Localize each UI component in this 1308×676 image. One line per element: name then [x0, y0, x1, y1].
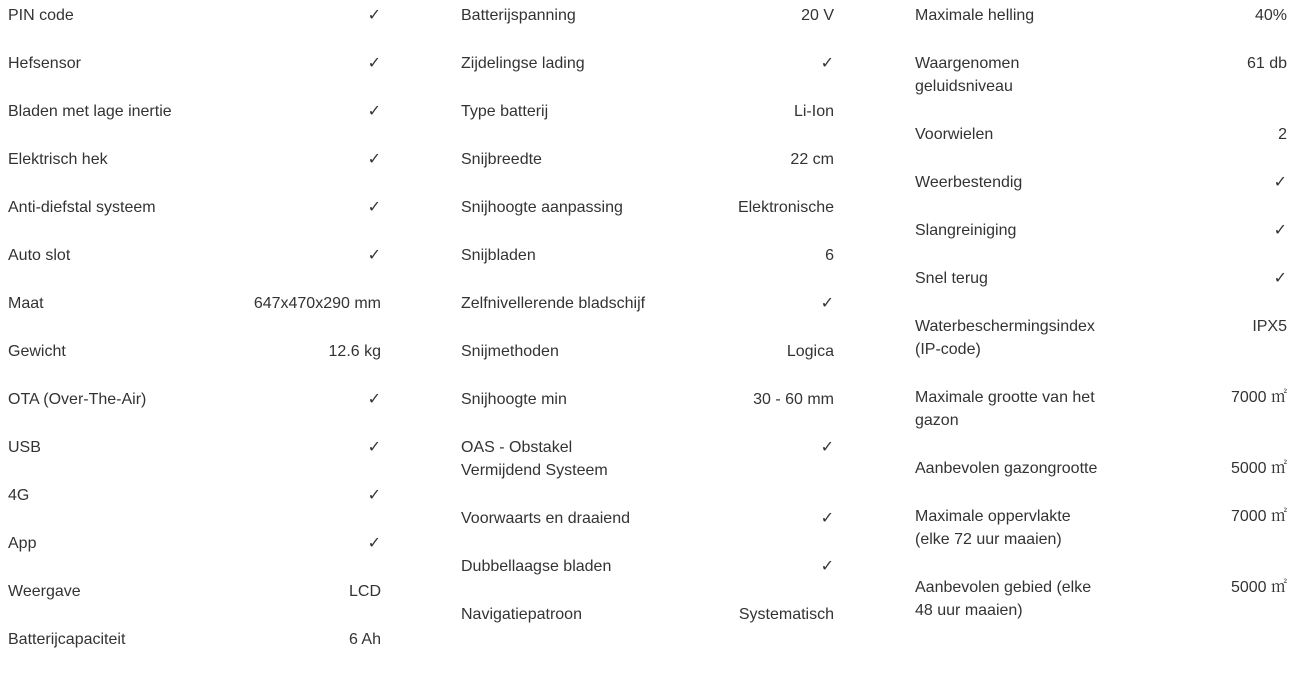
spec-label: Gewicht — [8, 343, 66, 360]
spec-row — [915, 123, 1287, 171]
spec-value: 6 Ah — [348, 631, 381, 648]
spec-label: Anti-diefstal systeem — [8, 199, 156, 216]
spec-value: 647x470x290 mm — [253, 295, 381, 312]
spec-label: Type batterij — [461, 103, 549, 120]
spec-label: Weerbestendig — [915, 174, 1023, 191]
spec-column-1 — [0, 4, 454, 676]
spec-row — [915, 267, 1287, 315]
spec-label: Auto slot — [8, 247, 71, 264]
spec-row — [8, 340, 381, 388]
spec-row — [8, 436, 381, 484]
checkmark-icon: ✓ — [367, 439, 381, 456]
spec-row — [461, 507, 834, 555]
spec-column-2 — [454, 4, 908, 676]
spec-label: Maximale helling — [915, 7, 1035, 24]
checkmark-icon: ✓ — [1273, 270, 1287, 287]
spec-row — [461, 603, 834, 651]
spec-row — [915, 219, 1287, 267]
spec-label: Snijbladen — [461, 247, 536, 264]
spec-row — [915, 386, 1287, 457]
spec-row — [8, 388, 381, 436]
spec-label: OTA (Over-The-Air) — [8, 391, 147, 408]
checkmark-icon: ✓ — [820, 55, 834, 72]
spec-value: 5000 ㎡ — [1230, 579, 1287, 596]
spec-row — [461, 100, 834, 148]
checkmark-icon: ✓ — [820, 558, 834, 575]
spec-row — [915, 315, 1287, 386]
spec-label: Weergave — [8, 583, 81, 600]
spec-value: 5000 ㎡ — [1230, 460, 1287, 477]
spec-row — [461, 52, 834, 100]
spec-label: Elektrisch hek — [8, 151, 108, 168]
spec-label: Zelfnivellerende bladschijf — [461, 295, 646, 312]
checkmark-icon: ✓ — [1273, 174, 1287, 191]
checkmark-icon: ✓ — [820, 295, 834, 312]
spec-row — [8, 52, 381, 100]
spec-row — [461, 244, 834, 292]
spec-label: Maximale oppervlakte (elke 72 uur maaien) — [915, 508, 1071, 548]
spec-label: 4G — [8, 487, 30, 504]
spec-label: Snijmethoden — [461, 343, 559, 360]
spec-label: App — [8, 535, 37, 552]
spec-row — [8, 4, 381, 52]
spec-column-3 — [908, 4, 1308, 676]
checkmark-icon: ✓ — [367, 7, 381, 24]
spec-label: Maat — [8, 295, 44, 312]
spec-label: Voorwielen — [915, 126, 994, 143]
spec-label: USB — [8, 439, 41, 456]
spec-value: Elektronische — [737, 199, 834, 216]
spec-row — [8, 484, 381, 532]
spec-row — [461, 148, 834, 196]
spec-label: OAS - Obstakel Vermijdend Systeem — [461, 439, 608, 479]
spec-row — [915, 171, 1287, 219]
checkmark-icon: ✓ — [820, 510, 834, 527]
checkmark-icon: ✓ — [820, 439, 834, 456]
checkmark-icon: ✓ — [367, 391, 381, 408]
spec-row — [461, 388, 834, 436]
spec-row — [461, 4, 834, 52]
spec-value: Li-Ion — [793, 103, 834, 120]
spec-label: Snel terug — [915, 270, 988, 287]
spec-row — [915, 4, 1287, 52]
spec-row — [8, 628, 381, 676]
spec-value: 12.6 kg — [328, 343, 381, 360]
spec-value: 7000 ㎡ — [1230, 389, 1287, 406]
spec-row — [461, 340, 834, 388]
spec-value: Logica — [786, 343, 834, 360]
spec-label: Navigatiepatroon — [461, 606, 582, 623]
spec-label: Bladen met lage inertie — [8, 103, 172, 120]
spec-row — [8, 196, 381, 244]
spec-label: Batterijspanning — [461, 7, 576, 24]
spec-label: Slangreiniging — [915, 222, 1017, 239]
spec-value: 61 db — [1246, 55, 1287, 72]
spec-row — [915, 457, 1287, 505]
spec-value: 2 — [1278, 126, 1287, 143]
spec-row — [8, 244, 381, 292]
spec-label: Snijbreedte — [461, 151, 542, 168]
spec-value: 40% — [1254, 7, 1287, 24]
spec-value: 30 - 60 mm — [753, 391, 834, 408]
spec-label: Maximale grootte van het gazon — [915, 389, 1095, 429]
spec-row — [8, 532, 381, 580]
spec-value: LCD — [348, 583, 381, 600]
spec-label: PIN code — [8, 7, 74, 24]
checkmark-icon: ✓ — [367, 487, 381, 504]
checkmark-icon: ✓ — [1273, 222, 1287, 239]
checkmark-icon: ✓ — [367, 535, 381, 552]
checkmark-icon: ✓ — [367, 247, 381, 264]
spec-label: Zijdelingse lading — [461, 55, 585, 72]
spec-row — [915, 576, 1287, 647]
spec-row — [8, 100, 381, 148]
spec-row — [8, 148, 381, 196]
spec-label: Batterijcapaciteit — [8, 631, 126, 648]
spec-row — [461, 555, 834, 603]
spec-row — [915, 505, 1287, 576]
spec-label: Waargenomen geluidsniveau — [915, 55, 1020, 95]
spec-row — [915, 52, 1287, 123]
spec-label: Waterbeschermingsindex (IP-code) — [915, 318, 1095, 358]
spec-value: Systematisch — [738, 606, 834, 623]
spec-value: 20 V — [801, 7, 834, 24]
spec-label: Snijhoogte aanpassing — [461, 199, 623, 216]
spec-row — [461, 196, 834, 244]
spec-value: 6 — [825, 247, 834, 264]
spec-value: 7000 ㎡ — [1230, 508, 1287, 525]
spec-label: Hefsensor — [8, 55, 81, 72]
spec-label: Aanbevolen gazongrootte — [915, 460, 1098, 477]
checkmark-icon: ✓ — [367, 55, 381, 72]
checkmark-icon: ✓ — [367, 151, 381, 168]
spec-value: 22 cm — [790, 151, 834, 168]
spec-row — [8, 580, 381, 628]
spec-label: Dubbellaagse bladen — [461, 558, 612, 575]
spec-label: Voorwaarts en draaiend — [461, 510, 630, 527]
checkmark-icon: ✓ — [367, 103, 381, 120]
spec-row — [8, 292, 381, 340]
checkmark-icon: ✓ — [367, 199, 381, 216]
spec-label: Aanbevolen gebied (elke 48 uur maaien) — [915, 579, 1092, 619]
spec-row — [461, 436, 834, 507]
spec-label: Snijhoogte min — [461, 391, 567, 408]
spec-row — [461, 292, 834, 340]
spec-value: IPX5 — [1252, 318, 1287, 335]
